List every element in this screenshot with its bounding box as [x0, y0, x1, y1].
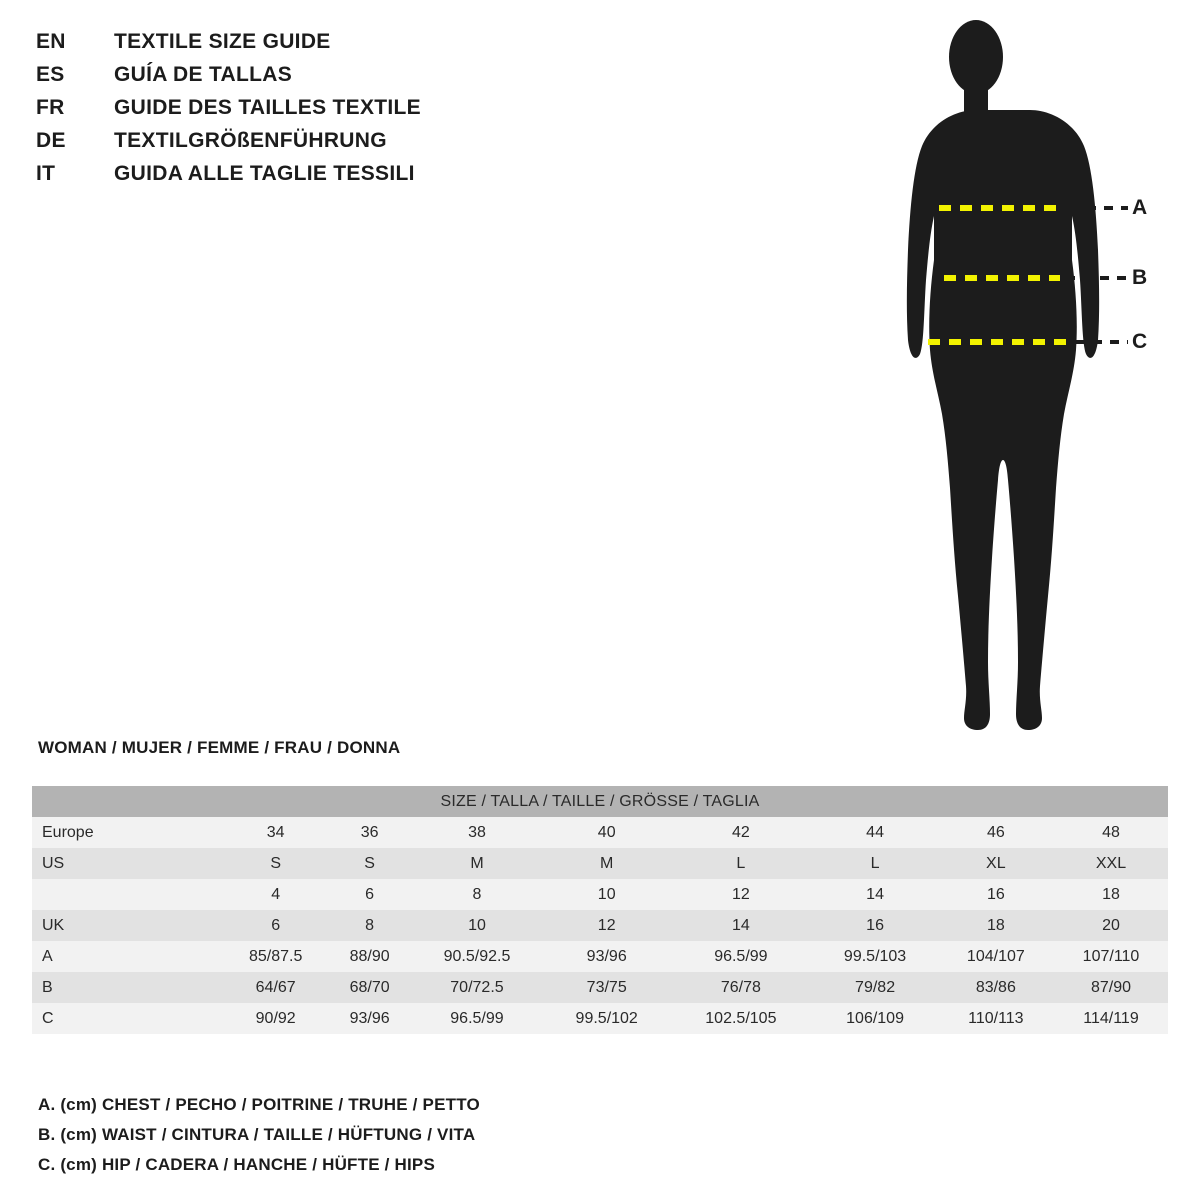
title-row [36, 162, 656, 195]
cell: 36 [360, 823, 379, 841]
title-text-en: TEXTILE SIZE GUIDE [114, 30, 331, 53]
row-label-us: US [42, 854, 65, 872]
title-lang-it: IT [36, 162, 56, 185]
cell: 90/92 [255, 1009, 296, 1027]
cell: 73/75 [586, 978, 627, 996]
row-label-c: C [42, 1009, 54, 1027]
cell: 93/96 [586, 947, 627, 965]
cell: 10 [468, 916, 486, 934]
section-caption: WOMAN / MUJER / FEMME / FRAU / DONNA [38, 738, 401, 757]
cell: 14 [731, 916, 750, 934]
title-row [36, 63, 656, 96]
cell: 16 [986, 885, 1005, 903]
cell: 4 [271, 885, 281, 903]
title-text-fr: GUIDE DES TAILLES TEXTILE [114, 96, 421, 119]
cell: XL [986, 854, 1006, 872]
cell: 18 [986, 916, 1005, 934]
measure-letter-a: A [1132, 196, 1148, 219]
cell: 90.5/92.5 [443, 947, 511, 965]
row-label-b: B [42, 978, 53, 996]
cell: 6 [271, 916, 281, 934]
cell: 76/78 [720, 978, 761, 996]
title-row [36, 30, 656, 63]
cell: S [364, 854, 375, 872]
measure-letter-b: B [1132, 266, 1148, 289]
footnotes [38, 1090, 738, 1180]
cell: 68/70 [349, 978, 390, 996]
table-row [32, 817, 1168, 848]
table-row [32, 879, 1168, 910]
cell: 40 [597, 823, 616, 841]
cell: 38 [468, 823, 486, 841]
cell: 106/109 [846, 1009, 904, 1027]
cell: 107/110 [1082, 947, 1140, 965]
row-label-europe: Europe [42, 823, 94, 841]
table-row [32, 848, 1168, 879]
cell: 99.5/102 [575, 1009, 638, 1027]
cell: XXL [1095, 854, 1127, 872]
title-lang-es: ES [36, 63, 65, 86]
cell: L [736, 854, 746, 872]
table-row [32, 1003, 1168, 1034]
title-block [36, 30, 656, 195]
table-row [32, 910, 1168, 941]
cell: M [600, 854, 614, 872]
body-silhouette-icon [860, 10, 1190, 740]
cell: M [470, 854, 484, 872]
size-table [32, 786, 1168, 1034]
title-lang-fr: FR [36, 96, 65, 119]
cell: 114/119 [1083, 1009, 1139, 1027]
cell: 93/96 [349, 1009, 390, 1027]
row-label-us-numeric [32, 879, 222, 910]
cell: 96.5/99 [450, 1009, 504, 1027]
footnote-hip: C. (cm) HIP / CADERA / HANCHE / HÜFTE / HIPS [38, 1155, 436, 1174]
cell: 83/86 [975, 978, 1016, 996]
cell: 14 [866, 885, 884, 903]
row-label-a: A [42, 947, 53, 965]
cell: 85/87.5 [248, 947, 303, 965]
cell: S [270, 854, 282, 872]
cell: 12 [731, 885, 750, 903]
cell: 20 [1102, 916, 1120, 934]
cell: 102.5/105 [705, 1009, 777, 1027]
title-row [36, 129, 656, 162]
cell: 110/113 [968, 1009, 1024, 1027]
cell: 87/90 [1090, 978, 1132, 996]
cell: 16 [866, 916, 884, 934]
cell: 88/90 [349, 947, 390, 965]
cell: 104/107 [966, 947, 1025, 965]
table-row [32, 972, 1168, 1003]
cell: 42 [731, 823, 750, 841]
cell: 44 [866, 823, 884, 841]
cell: 96.5/99 [714, 947, 768, 965]
cell: 48 [1102, 823, 1120, 841]
cell: 8 [472, 885, 482, 903]
cell: 12 [597, 916, 616, 934]
table-header-label: SIZE / TALLA / TAILLE / GRÖSSE / TAGLIA [440, 792, 760, 810]
table-row [32, 941, 1168, 972]
figure-area [860, 10, 1190, 740]
cell: 10 [597, 885, 616, 903]
table-header-row [32, 786, 1168, 817]
measure-letter-c: C [1132, 330, 1148, 353]
cell: 6 [365, 885, 375, 903]
title-row [36, 96, 656, 129]
cell: 34 [266, 823, 285, 841]
footnote-waist: B. (cm) WAIST / CINTURA / TAILLE / HÜFTUNG / VITA [38, 1125, 476, 1144]
cell: 64/67 [255, 978, 296, 996]
cell: L [870, 854, 880, 872]
title-text-it: GUIDA ALLE TAGLIE TESSILI [114, 162, 415, 185]
cell: 79/82 [855, 978, 896, 996]
title-lang-en: EN [36, 30, 66, 53]
title-text-es: GUÍA DE TALLAS [114, 63, 293, 86]
cell: 99.5/103 [843, 947, 907, 965]
footnote-chest: A. (cm) CHEST / PECHO / POITRINE / TRUHE / PETTO [38, 1095, 480, 1114]
title-text-de: TEXTILGRÖßENFÜHRUNG [114, 129, 387, 152]
cell: 8 [365, 916, 375, 934]
cell: 70/72.5 [450, 978, 504, 996]
cell: 18 [1102, 885, 1120, 903]
cell: 46 [986, 823, 1005, 841]
title-lang-de: DE [36, 129, 66, 152]
row-label-uk: UK [42, 916, 65, 934]
